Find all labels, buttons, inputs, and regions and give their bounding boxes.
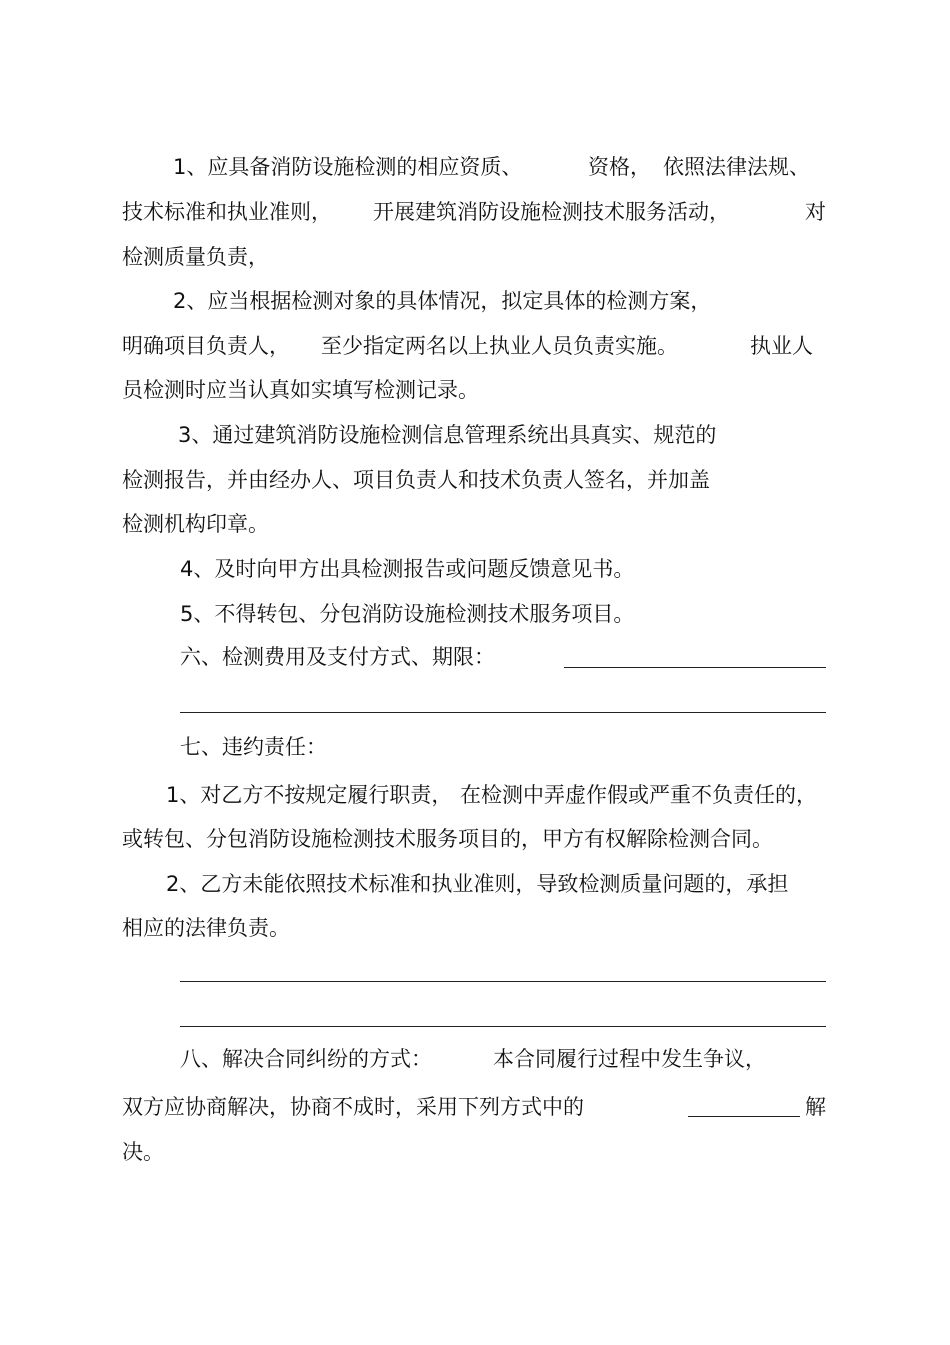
item1-line1c: 依照法律法规、 <box>663 155 810 179</box>
section7-blank-line-2 <box>180 1026 826 1027</box>
item2-line3: 员检测时应当认真如实填写检测记录。 <box>122 378 479 402</box>
section6-heading: 六、检测费用及支付方式、期限： <box>180 645 495 669</box>
item1-line2b: 开展建筑消防设施检测技术服务活动， <box>373 200 730 224</box>
section7-item1-line1b: 在检测中弄虚作假或严重不负责任的， <box>460 783 817 807</box>
section7-heading: 七、违约责任： <box>180 735 327 759</box>
section7-item1-line1a: 1、对乙方不按规定履行职责， <box>166 783 453 807</box>
item2-line2a: 明确项目负责人， <box>122 334 290 358</box>
section8-line3: 决。 <box>122 1140 164 1164</box>
item1-line1b: 资格， <box>588 155 651 179</box>
item1-line2a: 技术标准和执业准则， <box>122 200 332 224</box>
item2-line2c: 执业人 <box>750 334 813 358</box>
section7-blank-line-1 <box>180 981 826 982</box>
section6-blank-line-2 <box>180 712 826 713</box>
item3-line3: 检测机构印章。 <box>122 512 269 536</box>
section8-line2a: 双方应协商解决，协商不成时，采用下列方式中的 <box>122 1095 584 1119</box>
item1-line2c: 对 <box>805 200 826 224</box>
item2-line2b: 至少指定两名以上执业人员负责实施。 <box>321 334 678 358</box>
item2-line1: 2、应当根据检测对象的具体情况，拟定具体的检测方案， <box>173 289 712 313</box>
section8-line1a: 八、解决合同纠纷的方式： <box>180 1047 432 1071</box>
section8-blank-line <box>688 1116 800 1117</box>
item3-line1: 3、通过建筑消防设施检测信息管理系统出具真实、规范的 <box>178 423 717 447</box>
section7-item1-line2: 或转包、分包消防设施检测技术服务项目的，甲方有权解除检测合同。 <box>122 827 773 851</box>
item5: 5、不得转包、分包消防设施检测技术服务项目。 <box>180 602 635 626</box>
section7-item2-line1: 2、乙方未能依照技术标准和执业准则，导致检测质量问题的，承担 <box>166 872 789 896</box>
item1-line1a: 1、应具备消防设施检测的相应资质、 <box>173 155 523 179</box>
section8-line2b: 解 <box>805 1095 826 1119</box>
item4: 4、及时向甲方出具检测报告或问题反馈意见书。 <box>180 557 635 581</box>
section8-line1b: 本合同履行过程中发生争议， <box>493 1047 766 1071</box>
item3-line2: 检测报告，并由经办人、项目负责人和技术负责人签名，并加盖 <box>122 468 710 492</box>
section6-blank-line <box>564 667 826 668</box>
item1-line3: 检测质量负责， <box>122 245 269 269</box>
section7-item2-line2: 相应的法律负责。 <box>122 916 290 940</box>
